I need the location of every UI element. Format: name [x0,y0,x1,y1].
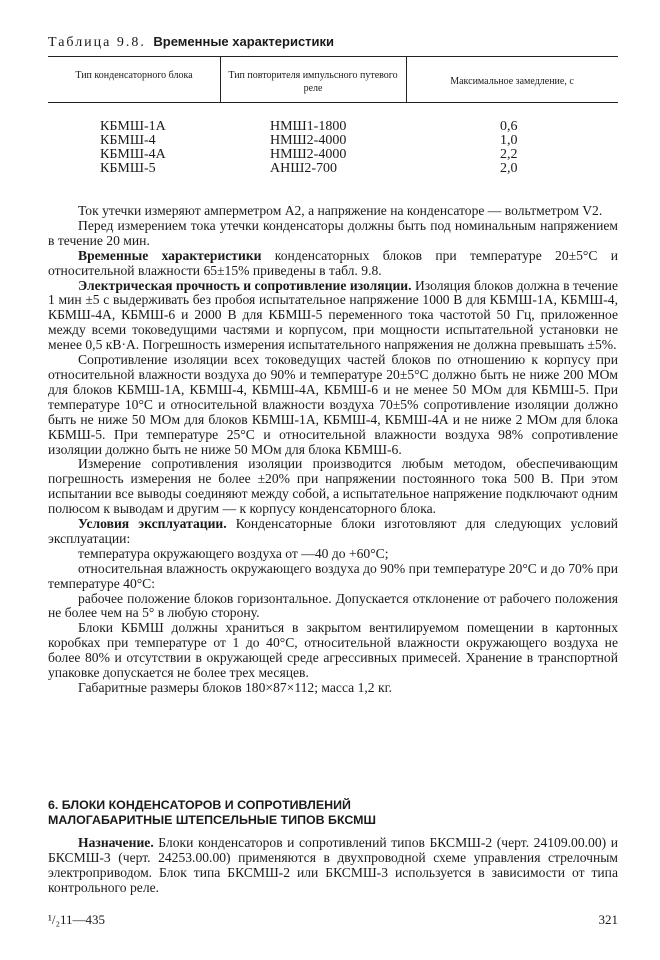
table-cell: 2,0 [500,161,518,176]
paragraph: относительная влажность окружающего воздуха до 90% при температуре 20°С и до 70% при температуре 40°С: [48,560,618,591]
table-cell: АНШ2-700 [270,161,338,176]
table-header-rule [48,102,618,103]
table-column-relay-type [270,120,346,176]
table-cell: КБМШ-1А [100,119,166,134]
table-cell: КБМШ-5 [100,161,156,176]
paragraph [48,279,618,354]
table-number: Таблица 9.8. [48,35,146,50]
paragraph-lead: Назначение. [78,835,154,850]
table-top-rule [48,56,618,57]
paragraph: Перед измерением тока утечки конденсаторы должны быть под номинальным напряжением в течение 20 мин. [48,217,618,248]
paragraph: Измерение сопротивления изоляции производится любым методом, обеспечивающим погрешность измерения не более ±20% при напряжении постоянного тока 500 В. При этом испытании все выводы соединяют между собой, а испытательное напряжение подключают одним полюсом к выводам и другим — к корпусу конденсаторного блока. [48,456,618,517]
table-cell: КБМШ-4 [100,133,156,148]
signature-mark: ¹/₂11—435 [48,912,106,927]
paragraph: Сопротивление изоляции всех токоведущих частей блоков по отношению к корпусу при относительной влажности воздуха до 90% и температуре 20±5°С должно быть не ниже 200 МОм для блоков КБМШ-1А, КБМШ-4, КБМШ-4А, КБМШ-6 и не менее 50 МОм для КБМШ-5. При температуре 10°С и относительной влажности воздуха 70±5% сопротивление изоляции должно быть не ниже 50 МОм для блоков КБМШ-1А, КБМШ-4, КБМШ-4А и не ниже 2 МОм для блока КБМШ-5. При температуре 25°С и относительной влажности воздуха 98% сопротивление изоляции должно быть не ниже 50 МОм для блока КБМШ-6. [48,352,618,457]
paragraph: Блоки КБМШ должны храниться в закрытом вентилируемом помещении в картонных коробках при температуре от 1 до 40°С, относительной влажности окружающего воздуха не более 80% и отсутствии в окружающей среде агрессивных примесей. Хранение в транспортной упаковке допускается не более трех месяцев. [48,620,618,681]
paragraph: рабочее положение блоков горизонтальное. Допускается отклонение от рабочего положения не более чем на 5° в любую сторону. [48,590,618,621]
page-number: 321 [598,912,618,927]
section-heading [48,798,618,828]
paragraph-text: конденсаторных блоков при температуре 20±5°С и относительной влажности 65±15% приведены в табл. 9.8. [48,247,618,278]
table-cell: 2,2 [500,147,518,162]
paragraph [48,836,618,896]
table-column-divider [220,56,221,102]
paragraph: Ток утечки измеряют амперметром А2, а напряжение на конденсаторе — вольтметром V2. [78,203,603,218]
table-cell: 1,0 [500,133,518,148]
paragraph [48,249,618,279]
paragraph-text: Блоки конденсаторов и сопротивлений типов БКСМШ-2 (черт. 24109.00.00) и БКСМШ-3 (черт. 24253.00.00) применяются в двухпроводной схеме управления стрелочным электроприводом. Блок типа БКСМШ-2 или БКСМШ-3 используется в зависимости от типа контрольного реле. [48,835,619,895]
table-column-block-type [100,120,166,176]
table-title: Временные характеристики [153,34,335,49]
section-heading-line: МАЛОГАБАРИТНЫЕ ШТЕПСЕЛЬНЫЕ ТИПОВ БКСМШ [48,813,376,827]
section-body [48,836,618,896]
table-cell: НМШ2-4000 [270,133,347,148]
paragraph-lead: Временные характеристики [78,247,262,263]
paragraph-text: Конденсаторные блоки изготовляют для следующих условий эксплуатации: [48,516,618,546]
table-cell: НМШ1-1800 [270,119,347,134]
paragraph: температура окружающего воздуха от —40 до +60°С; [78,545,389,561]
paragraph [48,517,618,547]
paragraph-text: Изоляция блоков должна в течение 1 мин ±5 с выдерживать без пробоя испытательное напряжение 1000 В для КБМШ-1А, КБМШ-4, КБМШ-4А, КБМШ-6 и 2000 В для КБМШ-5 переменного тока частотой 50 Гц, приложенное между всеми токоведущими частями и корпусом, при мощности испытательной установки не менее 0,5 кВ·А. Погрешность измерения испытательного напряжения не должна превышать ±5%. [48,277,618,353]
section-heading-line: 6. БЛОКИ КОНДЕНСАТОРОВ И СОПРОТИВЛЕНИЙ [48,798,351,812]
table-cell: КБМШ-4А [100,147,166,162]
table-column-max-delay [500,120,518,176]
table-header-block-type: Тип конденсаторного блока [75,70,193,81]
table-header-max-delay: Максимальное замедление, с [450,76,574,87]
table-header-relay-type: Тип повторителя импульсного путевого реле [228,70,398,94]
table-cell: 0,6 [500,119,518,134]
paragraph: Габаритные размеры блоков 180×87×112; масса 1,2 кг. [78,680,393,695]
table-caption [48,34,334,51]
paragraph-lead: Электрическая прочность и сопротивление изоляции. [78,277,412,293]
paragraph-lead: Условия эксплуатации. [78,516,227,532]
table-cell: НМШ2-4000 [270,147,347,162]
table-column-divider [406,56,407,102]
body-text [48,204,618,696]
